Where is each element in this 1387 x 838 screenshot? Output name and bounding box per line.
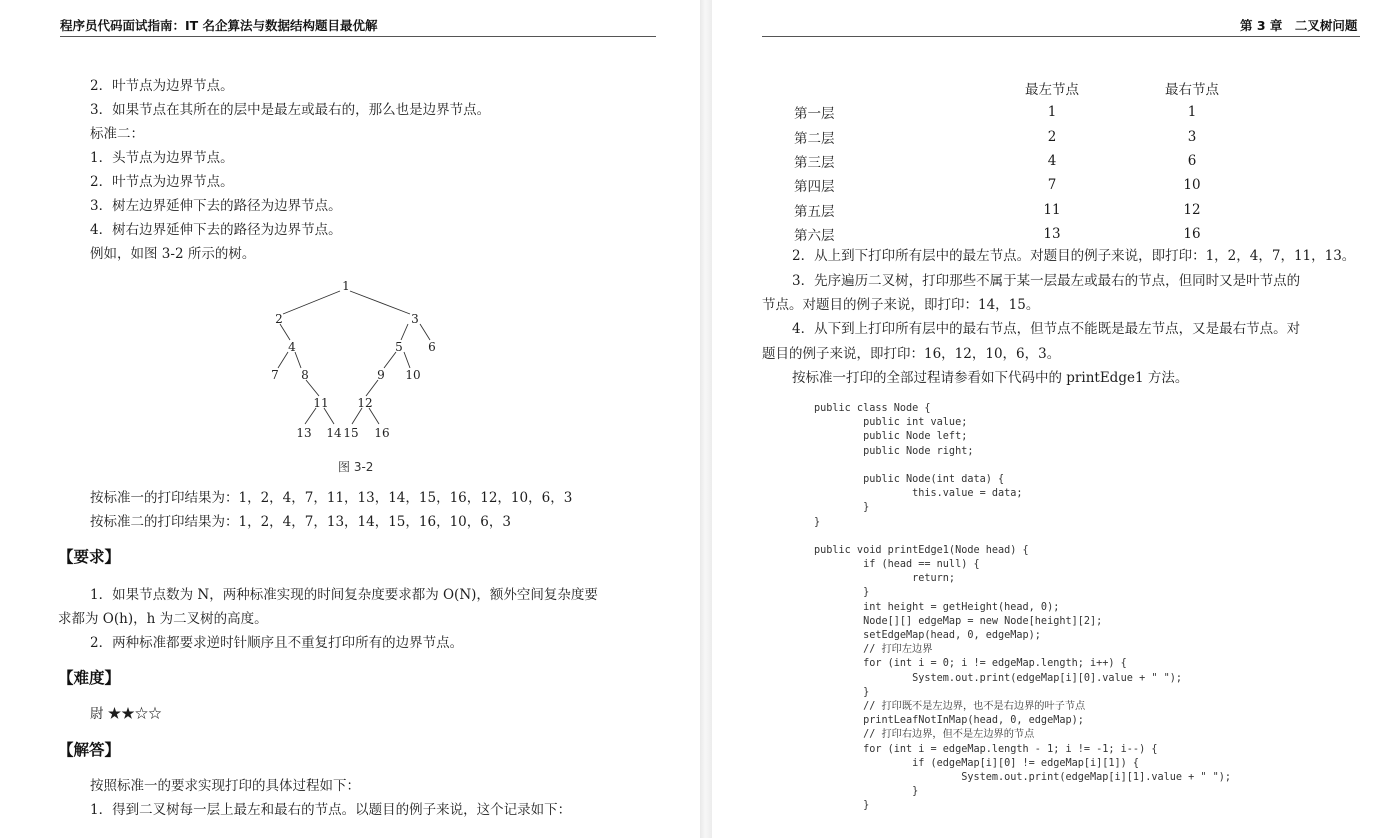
leftmost-node: 2: [1047, 128, 1057, 145]
rightmost-node: 16: [1183, 225, 1201, 242]
code-line: public Node(int data) {: [814, 473, 1005, 485]
tree-node-4: 4: [288, 340, 296, 354]
level-nodes-table: [780, 76, 1262, 246]
difficulty-rating: 尉 ★★☆☆: [90, 706, 162, 722]
code-block: [814, 402, 1231, 813]
tree-node-5: 5: [395, 340, 403, 354]
text-line: 求都为 O(h)，h 为二叉树的高度。: [58, 611, 268, 627]
tree-edges: [278, 291, 430, 424]
code-line: if (edgeMap[i][0] != edgeMap[i][1]) {: [814, 757, 1140, 769]
text-line: 3．树左边界延伸下去的路径为边界节点。: [90, 198, 342, 214]
tree-node-9: 9: [377, 368, 385, 382]
rightmost-node: 1: [1187, 104, 1197, 121]
table-row: [780, 149, 1262, 173]
code-comment-line: // 打印左边界: [814, 644, 933, 656]
code-line: for (int i = edgeMap.length - 1; i != -1; i--) {: [814, 743, 1158, 755]
text-line: 1．如果节点数为 N，两种标准实现的时间复杂度要求都为 O(N)，额外空间复杂度要: [90, 587, 598, 603]
text-line: 3．先序遍历二叉树，打印那些不属于某一层最左或最右的节点，但同时又是叶节点的: [792, 273, 1301, 289]
table-row: [780, 100, 1262, 124]
text-line: 题目的例子来说，即打印：16，12，10，6，3。: [762, 346, 1061, 362]
code-line: public void printEdge1(Node head) {: [814, 544, 1029, 556]
figure-caption: 图 3-2: [338, 460, 374, 474]
level-name: 第六层: [794, 227, 835, 244]
text-line: 2．叶节点为边界节点。: [90, 78, 234, 94]
tree-node-14: 14: [326, 426, 342, 440]
code-line: public Node right;: [814, 445, 974, 457]
rightmost-node: 10: [1183, 177, 1201, 194]
text-line: 1．头节点为边界节点。: [90, 150, 234, 166]
section-heading-requirements: 【要求】: [58, 548, 121, 566]
text-line: 2．从上到下打印所有层中的最左节点。对题目的例子来说，即打印：1，2，4，7，11，13。: [792, 248, 1356, 264]
code-line: [814, 530, 1231, 544]
text-line: 3．如果节点在其所在的层中是最左或最右的，那么也是边界节点。: [90, 102, 491, 118]
tree-node-6: 6: [428, 340, 436, 354]
tree-node-3: 3: [411, 312, 419, 326]
code-comment-line: // 打印既不是左边界，也不是右边界的叶子节点: [814, 700, 1086, 712]
rightmost-node: 6: [1187, 153, 1197, 170]
tree-node-2: 2: [275, 312, 283, 326]
code-line: setEdgeMap(head, 0, edgeMap);: [814, 630, 1041, 641]
left-running-header: 程序员代码面试指南：IT 名企算法与数据结构题目最优解: [60, 18, 378, 33]
tree-node-10: 10: [405, 368, 421, 382]
tree-node-11: 11: [313, 396, 329, 410]
text-line: 节点。对题目的例子来说，即打印：14，15。: [762, 297, 1040, 313]
table-row: [780, 125, 1262, 149]
tree-node-15: 15: [343, 426, 359, 440]
code-line: for (int i = 0; i != edgeMap.length; i++) {: [814, 658, 1127, 670]
code-line: return;: [814, 573, 956, 585]
code-line: }: [814, 587, 870, 599]
code-line: if (head == null) {: [814, 559, 980, 571]
left-header-rule: [60, 36, 656, 37]
tree-node-8: 8: [301, 368, 309, 382]
tree-node-12: 12: [357, 396, 373, 410]
tree-node-13: 13: [296, 426, 312, 440]
code-line: }: [814, 786, 919, 798]
table-header-row: [780, 76, 1262, 100]
tree-node-7: 7: [271, 368, 279, 382]
text-line: 按标准一打印的全部过程请参看如下代码中的 printEdge1 方法。: [792, 370, 1189, 386]
leftmost-node: 13: [1043, 225, 1061, 242]
code-line: [814, 459, 1231, 473]
binary-tree-figure: [258, 276, 458, 446]
code-line: System.out.print(edgeMap[i][1].value + " ");: [814, 771, 1232, 783]
text-line: 2．叶节点为边界节点。: [90, 174, 234, 190]
rightmost-node: 12: [1183, 201, 1201, 218]
text-line: 标准二：: [90, 126, 144, 142]
code-comment-line: // 打印右边界，但不是左边界的节点: [814, 729, 1035, 741]
text-line: 1．得到二叉树每一层上最左和最右的节点。以题目的例子来说，这个记录如下：: [90, 802, 572, 818]
page-gutter: [700, 0, 712, 838]
code-line: this.value = data;: [814, 488, 1023, 500]
section-heading-answer: 【解答】: [58, 741, 121, 759]
table-header-cell: [780, 76, 982, 100]
code-line: public class Node {: [814, 403, 931, 414]
text-line: 例如，如图 3-2 所示的树。: [90, 246, 256, 262]
code-line: public Node left;: [814, 431, 968, 443]
table-row: [780, 222, 1262, 246]
result-line-standard-1: 按标准一的打印结果为：1，2，4，7，11，13，14，15，16，12，10，6，3: [90, 490, 573, 506]
tree-node-1: 1: [342, 279, 350, 293]
code-line: int height = getHeight(head, 0);: [814, 601, 1060, 613]
table-row: [780, 173, 1262, 197]
code-line: }: [814, 516, 821, 528]
level-name: 第一层: [794, 106, 835, 123]
level-name: 第五层: [794, 203, 835, 220]
level-name: 第二层: [794, 130, 835, 147]
right-running-header: 第 3 章 二叉树问题: [1240, 18, 1358, 33]
text-line: 2．两种标准都要求逆时针顺序且不重复打印所有的边界节点。: [90, 635, 464, 651]
text-line: 4．从下到上打印所有层中的最右节点，但节点不能既是最左节点，又是最右节点。对: [792, 321, 1301, 337]
code-line: public int value;: [814, 417, 968, 429]
table-header-cell: 最左节点: [1025, 82, 1079, 99]
text-line: 按照标准一的要求实现打印的具体过程如下：: [90, 778, 360, 794]
result-line-standard-2: 按标准二的打印结果为：1，2，4，7，13，14，15，16，10，6，3: [90, 514, 511, 530]
right-header-rule: [762, 36, 1360, 37]
tree-node-16: 16: [374, 426, 390, 440]
leftmost-node: 4: [1047, 153, 1057, 170]
table-row: [780, 197, 1262, 221]
code-line: Node[][] edgeMap = new Node[height][2];: [814, 615, 1103, 627]
leftmost-node: 11: [1043, 201, 1061, 218]
code-line: System.out.print(edgeMap[i][0].value + " ");: [814, 672, 1183, 684]
code-line: }: [814, 502, 870, 514]
level-name: 第四层: [794, 179, 835, 196]
level-name: 第三层: [794, 155, 835, 172]
rightmost-node: 3: [1187, 128, 1197, 145]
code-line: }: [814, 686, 870, 698]
leftmost-node: 7: [1047, 177, 1057, 194]
leftmost-node: 1: [1047, 104, 1057, 121]
section-heading-difficulty: 【难度】: [58, 669, 121, 687]
table-header-cell: 最右节点: [1165, 82, 1219, 99]
text-line: 4．树右边界延伸下去的路径为边界节点。: [90, 222, 342, 238]
code-line: printLeafNotInMap(head, 0, edgeMap);: [814, 715, 1084, 727]
code-line: }: [814, 800, 870, 812]
